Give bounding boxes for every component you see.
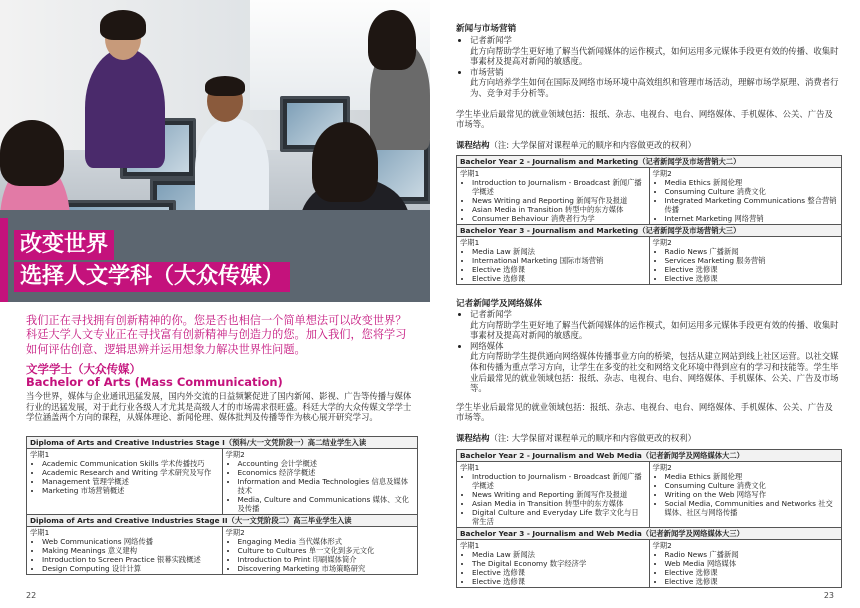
specialization-name: • 网络媒体 <box>470 341 840 352</box>
course-item: • Writing on the Web 网络写作 <box>665 490 839 499</box>
course-item: • Services Marketing 服务营销 <box>665 256 839 265</box>
semester-label: 学期1 <box>460 169 480 178</box>
specialization-desc: 此方向帮助学生更好地了解当代新闻媒体的运作模式，如何运用多元媒体手段更有效的传播、收集时事素材及提高对新闻的敏感度。 <box>470 45 839 67</box>
specialization-desc: 此方向帮助学生提供通向网络媒体传播事业方向的桥梁，包括从建立网站到线上社区运营。以社交媒体和传播为重点学习方向，让学生在多变的社交和网络文化环境中得到应有的学习和技能等。学生毕业后最常见的就业领域包括：报纸、杂志、电视台、电台、网络媒体、手机媒体、公关、广告及市场等。 <box>470 351 839 394</box>
year3-header: Bachelor Year 3 - Journalism and Marketing（记者新闻学及市场营销大三） <box>457 225 842 237</box>
stage2-header: Diploma of Arts and Creative Industries Stage II（大一文凭阶段二）高三毕业学生入读 <box>27 515 418 527</box>
structure-note: （注: 大学保留对课程单元的顺序和内容做更改的权利） <box>489 140 696 150</box>
course-item: • Social Media, Communities and Networks 社交媒体、社区与网络传播 <box>665 499 839 517</box>
course-item: • Introduction to Journalism - Broadcast 新闻广播学概述 <box>472 472 646 490</box>
course-item: • Academic Research and Writing 学术研究及写作 <box>42 468 219 477</box>
course-item: • Asian Media in Transition 转型中的东方媒体 <box>472 499 646 508</box>
year3-semester2 <box>649 540 842 588</box>
course-item: • Marketing 市场营销概述 <box>42 486 219 495</box>
year2-semester2 <box>649 462 842 528</box>
semester-label: 学期1 <box>460 463 480 472</box>
course-item: • The Digital Economy 数字经济学 <box>472 559 646 568</box>
year3-semester1 <box>457 540 650 588</box>
person-hair <box>368 10 416 70</box>
year3-semester1 <box>457 237 650 285</box>
structure-label: 课程结构 <box>456 140 490 150</box>
person-hair <box>0 120 64 186</box>
stage1-header: Diploma of Arts and Creative Industries Stage I（预科/大一文凭阶段一）高二结业学生入读 <box>27 437 418 449</box>
course-item: • Design Computing 设计计算 <box>42 564 219 573</box>
course-item: • Media Law 新闻法 <box>472 550 646 559</box>
structure-heading-2 <box>456 432 696 444</box>
person-hair <box>100 10 146 40</box>
specialization-name: • 市场营销 <box>470 67 840 78</box>
course-item: • Culture to Cultures 单一文化到多元文化 <box>238 546 415 555</box>
course-item: • Making Meanings 意义建构 <box>42 546 219 555</box>
semester-label: 学期2 <box>652 541 672 550</box>
course-item: • Web Media 网络媒体 <box>665 559 839 568</box>
course-item: • Radio News 广播新闻 <box>665 550 839 559</box>
course-item: • News Writing and Reporting 新闻写作及报道 <box>472 490 646 499</box>
person-standing <box>85 48 165 168</box>
specialization-desc: 此方向帮助学生更好地了解当代新闻媒体的运作模式，如何运用多元媒体手段更有效的传播、收集时事素材及提高对新闻的敏感度。 <box>470 319 839 341</box>
course-item: • Discovering Marketing 市场策略研究 <box>238 564 415 573</box>
semester-label: 学期2 <box>225 450 245 459</box>
degree-title-cn: 文学学士（大众传媒） <box>26 362 141 376</box>
structure-note: （注: 大学保留对课程单元的顺序和内容做更改的权利） <box>489 433 696 443</box>
course-item: • Media Ethics 新闻伦理 <box>665 472 839 481</box>
course-item: • Consuming Culture 消费文化 <box>665 187 839 196</box>
section2-title: 记者新闻学及网络媒体 <box>456 299 542 309</box>
page-number-right: 23 <box>823 591 834 600</box>
course-item: • Media Law 新闻法 <box>472 247 646 256</box>
person-hair <box>312 122 378 202</box>
stage1-semester1 <box>27 449 223 515</box>
course-item: • Accounting 会计学概述 <box>238 459 415 468</box>
page-number-left: 22 <box>26 591 37 600</box>
course-item: • Asian Media in Transition 转型中的东方媒体 <box>472 205 646 214</box>
course-item: • Elective 选修课 <box>472 577 646 586</box>
course-item: • Radio News 广播新闻 <box>665 247 839 256</box>
year2-semester2 <box>649 168 842 225</box>
course-item: • Economics 经济学概述 <box>238 468 415 477</box>
year2-header: Bachelor Year 2 - Journalism and Web Media（记者新闻学及网络媒体大二） <box>457 450 842 462</box>
person-seated <box>195 118 269 218</box>
semester-label: 学期1 <box>460 541 480 550</box>
course-item: • Elective 选修课 <box>665 568 839 577</box>
structure-heading-1 <box>456 139 696 151</box>
year3-header: Bachelor Year 3 - Journalism and Web Media（记者新闻学及网络媒体大三） <box>457 528 842 540</box>
course-item: • Integrated Marketing Communications 整合营销传播 <box>665 196 839 214</box>
specialization-desc: 此方向培养学生如何在国际及网络市场环境中高效组织和管理市场活动，理解市场学原理、消费者行为、竞争对手分析等。 <box>470 77 839 98</box>
semester-label: 学期2 <box>652 169 672 178</box>
course-item: • Elective 选修课 <box>665 265 839 274</box>
course-item: • Elective 选修课 <box>472 265 646 274</box>
course-item: • Consuming Culture 消费文化 <box>665 481 839 490</box>
intro-text: 我们正在寻找拥有创新精神的你。您是否也相信一个简单想法可以改变世界？科廷大学人文专业正在寻找富有创新精神与创造力的您。加入我们，您将学习如何评估创意、逻辑思辨并运用想象力解决世界性问题。 <box>26 314 407 356</box>
semester-label: 学期2 <box>225 528 245 537</box>
stage2-semester1 <box>27 527 223 575</box>
course-item: • Engaging Media 当代媒体形式 <box>238 537 415 546</box>
course-item: • Information and Media Technologies 信息及媒体技术 <box>238 477 415 495</box>
specialization-name: • 记者新闻学 <box>470 309 840 320</box>
course-item: • Media, Culture and Communications 媒体、文化及传播 <box>238 495 415 513</box>
course-item: • Elective 选修课 <box>472 568 646 577</box>
course-item: • Media Ethics 新闻伦理 <box>665 178 839 187</box>
course-item: • International Marketing 国际市场营销 <box>472 256 646 265</box>
course-item: • Digital Culture and Everyday Life 数字文化与日常生活 <box>472 508 646 526</box>
stage1-semester2 <box>222 449 418 515</box>
right-page <box>430 0 860 608</box>
headline-line-1: 改变世界 <box>14 230 114 260</box>
headline-line-2: 选择人文学科（大众传媒） <box>14 262 290 292</box>
journalism-marketing-table <box>456 155 842 285</box>
course-item: • Academic Communication Skills 学术传播技巧 <box>42 459 219 468</box>
diploma-course-table <box>26 436 418 575</box>
semester-label: 学期1 <box>30 528 50 537</box>
stage2-semester2 <box>222 527 418 575</box>
careers-text: 学生毕业后最常见的就业领域包括：报纸、杂志、电视台、电台、网络媒体、手机媒体、公关、广告及市场等。 <box>456 401 833 423</box>
course-item: • Management 管理学概述 <box>42 477 219 486</box>
year3-semester2 <box>649 237 842 285</box>
person-hair <box>205 76 245 96</box>
course-item: • Web Communications 网络传播 <box>42 537 219 546</box>
course-item: • Elective 选修课 <box>665 577 839 586</box>
course-item: • Introduction to Journalism - Broadcast 新闻广播学概述 <box>472 178 646 196</box>
semester-label: 学期1 <box>30 450 50 459</box>
course-item: • News Writing and Reporting 新闻写作及报道 <box>472 196 646 205</box>
journalism-webmedia-table <box>456 449 842 588</box>
section1-title: 新闻与市场营销 <box>456 24 517 34</box>
course-item: • Introduction to Screen Practice 银幕实践概述 <box>42 555 219 564</box>
section1-list <box>456 35 840 130</box>
course-item: • Consumer Behaviour 消费者行为学 <box>472 214 646 223</box>
semester-label: 学期1 <box>460 238 480 247</box>
specialization-name: • 记者新闻学 <box>470 35 840 46</box>
structure-label: 课程结构 <box>456 433 490 443</box>
degree-description: 当今世界，媒体与企业通讯迅猛发展，国内外交流的日益频繁促进了国内新闻、影视、广告等传播与媒体行业的迅猛发展，对于此行业各级人才尤其是高级人才的市场需求很旺盛。科廷大学的大众传媒文学学士学位涵盖两个方向的课程，从媒体理论、新闻伦理、媒体批判及传播等作为核心展开研究学习。 <box>26 391 412 423</box>
careers-text: 学生毕业后最常见的就业领域包括：报纸、杂志、电视台、电台、网络媒体、手机媒体、公关、广告及市场等。 <box>456 108 833 130</box>
semester-label: 学期2 <box>652 238 672 247</box>
accent-bar <box>0 218 8 302</box>
course-item: • Internet Marketing 网络营销 <box>665 214 839 223</box>
section2-list <box>456 309 840 423</box>
year2-semester1 <box>457 168 650 225</box>
course-item: • Elective 选修课 <box>472 274 646 283</box>
course-item: • Elective 选修课 <box>665 274 839 283</box>
year2-semester1 <box>457 462 650 528</box>
year2-header: Bachelor Year 2 - Journalism and Marketing（记者新闻学及市场营销大二） <box>457 156 842 168</box>
degree-title-en: Bachelor of Arts (Mass Communication) <box>26 375 283 389</box>
course-item: • Introduction to Print 印刷媒体简介 <box>238 555 415 564</box>
semester-label: 学期2 <box>652 463 672 472</box>
